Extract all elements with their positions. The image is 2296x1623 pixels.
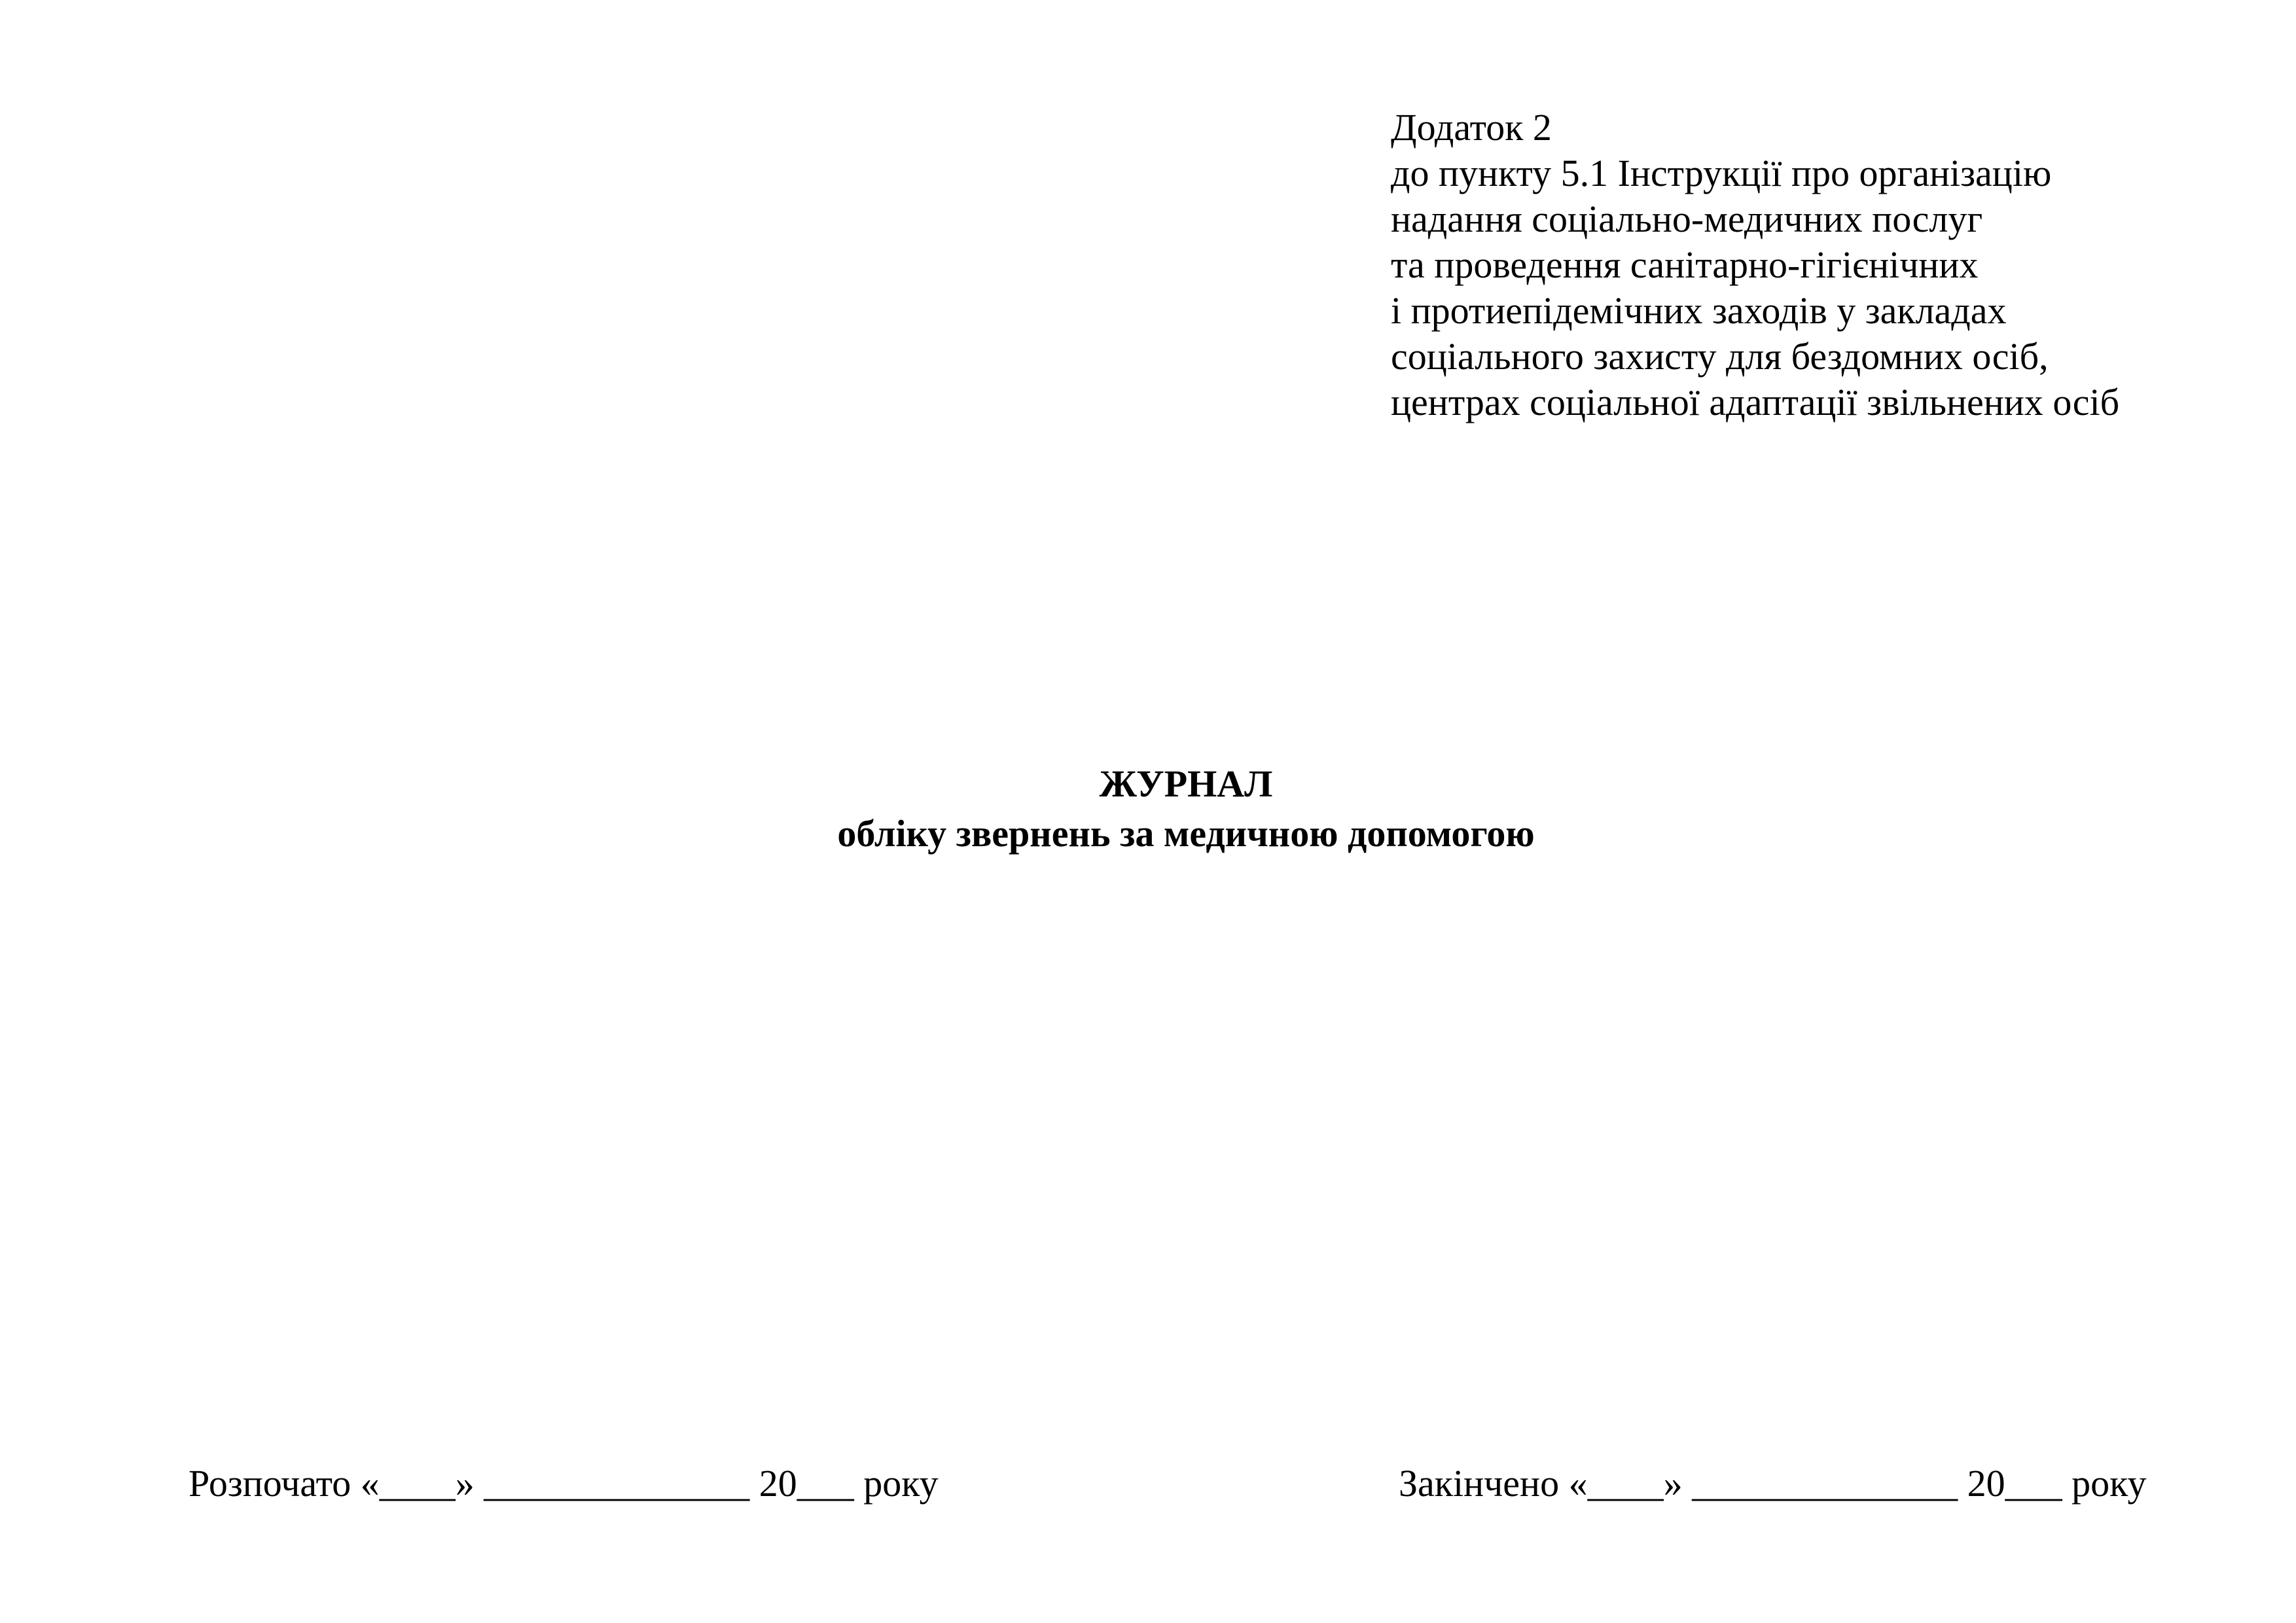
appendix-line: надання соціально-медичних послуг xyxy=(1391,198,1983,240)
finished-date-line: Закінчено «____» ______________ 20___ року xyxy=(1399,1462,2147,1505)
appendix-line: центрах соціальної адаптації звільнених осіб xyxy=(1391,381,2120,423)
appendix-line: та проведення санітарно-гігієнічних xyxy=(1391,243,1979,286)
started-date-line: Розпочато «____» ______________ 20___ року xyxy=(188,1462,939,1505)
appendix-line: Додаток 2 xyxy=(1391,106,1552,149)
document-title-block xyxy=(785,759,1587,859)
document-subtitle: обліку звернень за медичною допомогою xyxy=(837,812,1535,855)
appendix-line: і протиепідемічних заходів у закладах xyxy=(1391,289,2007,332)
appendix-line: до пункту 5.1 Інструкції про організацію xyxy=(1391,152,2052,194)
appendix-line: соціального захисту для бездомних осіб, xyxy=(1391,335,2049,378)
document-title: ЖУРНАЛ xyxy=(1099,762,1273,805)
appendix-reference-block xyxy=(1391,105,2119,425)
